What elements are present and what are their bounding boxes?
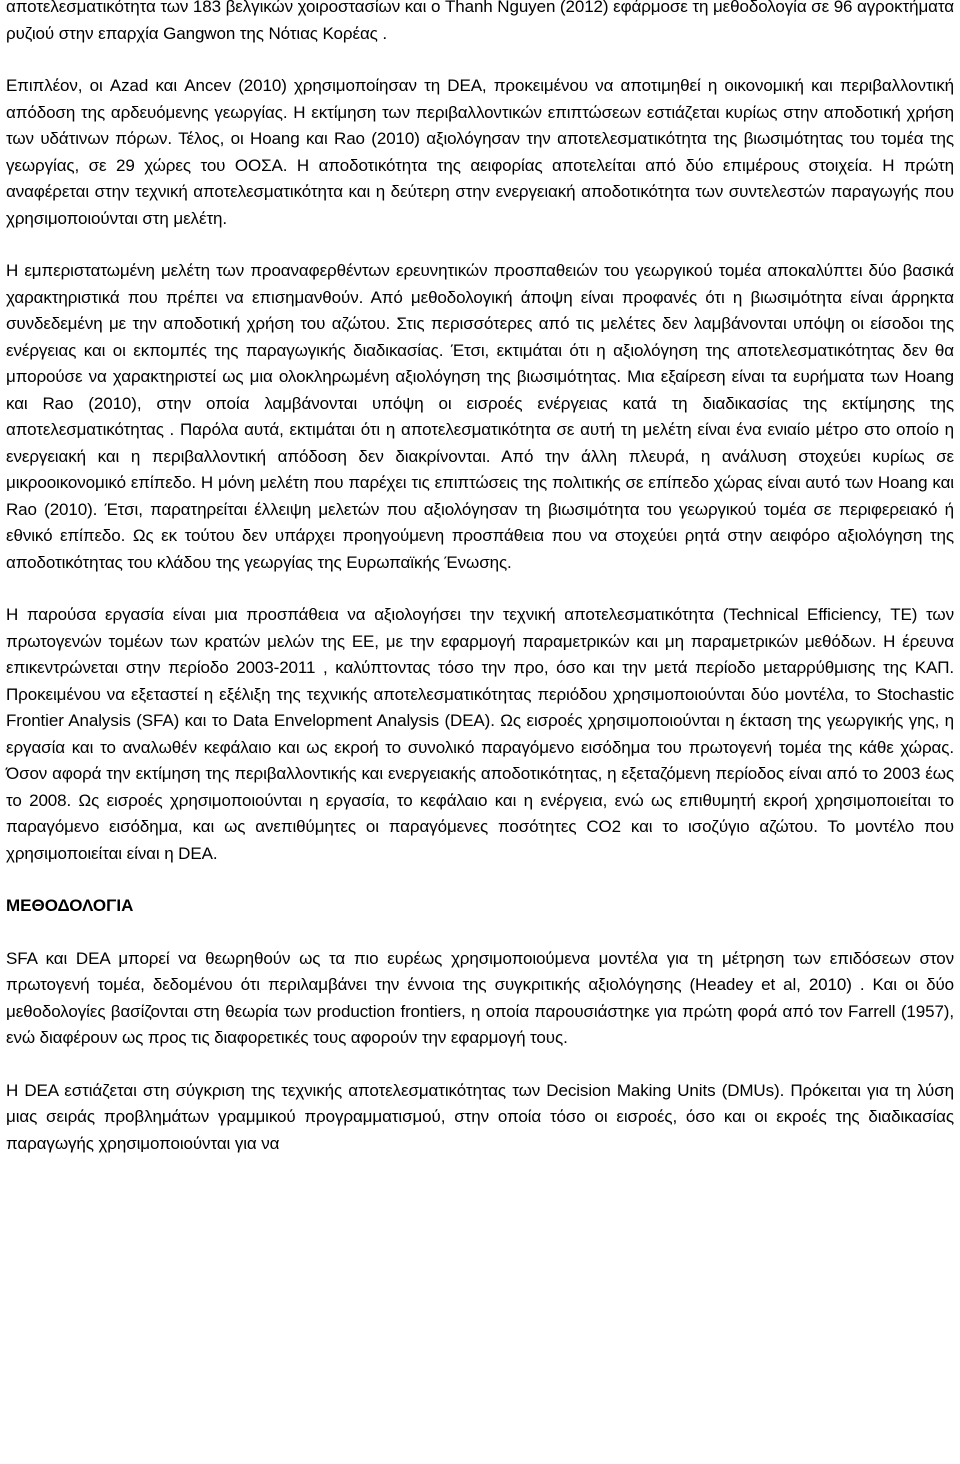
paragraph: Η παρούσα εργασία είναι μια προσπάθεια να αξιολογήσει την τεχνική αποτελεσματικότητα (Technical Efficiency, TE) των πρωτογενών τομέων των κρατών μελών της ΕΕ, με την εφαρμογή παραμετρικών και μη παραμετρικών μεθόδων. Η έρευνα επικεντρώνεται στην περίοδο 2003-2011 , καλύπτοντας τόσο την προ, όσο και την μετά περίοδο μεταρρύθμισης της ΚΑΠ. Προκειμένου να εξεταστεί η εξέλιξη της τεχνικής αποτελεσματικότητας περιόδου χρησιμοποιούνται δύο μοντέλα, το Stochastic Frontier Analysis (SFA) και το Data Envelopment Analysis (DEA). Ως εισροές χρησιμοποιούνται η έκταση της γεωργικής γης, η εργασία και το αναλωθέν κεφάλαιο και ως εκροή το συνολικό παραγόμενο εισόδημα του πρωτογενή τομέα της κάθε χώρας. Όσον αφορά την εκτίμηση της περιβαλλοντικής και ενεργειακής αποδοτικότητας, η εξεταζόμενη περίοδος είναι από το 2003 έως το 2008. Ως εισροές χρησιμοποιούνται η εργασία, το κεφάλαιο και η ενέργεια, ενώ ως επιθυμητή εκροή χρησιμοποιείται το παραγόμενο εισόδημα, και ως ανεπιθύμητες οι παραγόμενες ποσότητες CO2 και το ισοζύγιο αζώτου. Το μοντέλο που χρησιμοποιείται είναι η DEA. <box>6 605 954 863</box>
paragraph: Η εμπεριστατωμένη μελέτη των προαναφερθέντων ερευνητικών προσπαθειών του γεωργικού τομέα αποκαλύπτει δύο βασικά χαρακτηριστικά που πρέπει να επισημανθούν. Από μεθοδολογική άποψη είναι προφανές ότι η βιωσιμότητα είναι άρρηκτα συνδεδεμένη με την αποδοτική χρήση του αζώτου. Στις περισσότερες από τις μελέτες δεν λαμβάνονται υπόψη οι είσοδοι της ενέργειας και οι εκπομπές της παραγωγικής διαδικασίας. Έτσι, εκτιμάται ότι η αξιολόγηση της αποτελεσματικότητας δεν θα μπορούσε να χαρακτηριστεί ως μια ολοκληρωμένη αξιολόγηση της βιωσιμότητας. Μια εξαίρεση είναι τα ευρήματα των Hoang και Rao (2010), στην οποία λαμβάνονται υπόψη οι εισροές ενέργειας κατά τη διαδικασίας της εκτίμησης της αποτελεσματικότητας . Παρόλα αυτά, εκτιμάται ότι η αποτελεσματικότητα σε αυτή τη μελέτη είναι ένα ενιαίο μέτρο στο οποίο η ενεργειακή και η περιβαλλοντική απόδοση δεν διακρίνονται. Από την άλλη πλευρά, η ανάλυση στοχεύει κυρίως σε μικροοικονομικό επίπεδο. Η μόνη μελέτη που παρέχει τις επιπτώσεις της πολιτικής σε επίπεδο χώρας είναι αυτό των Hoang και Rao (2010). Έτσι, παρατηρείται έλλειψη μελετών που αξιολόγησαν τη βιωσιμότητα του γεωργικού τομέα σε περιφερειακό ή εθνικό επίπεδο. Ως εκ τούτου δεν υπάρχει προηγούμενη προσπάθεια που να στοχεύει ρητά στην αειφόρο αξιολόγηση της αποδοτικότητας του κλάδου της γεωργίας της Ευρωπαϊκής Ένωσης. <box>6 261 954 572</box>
paragraph: Η DEA εστιάζεται στη σύγκριση της τεχνικής αποτελεσματικότητας των Decision Making Units (DMUs). Πρόκειται για τη λύση μιας σειράς προβλημάτων γραμμικού προγραμματισμού, στην οποία τόσο οι εισροές, όσο και οι εκροές της διαδικασίας παραγωγής χρησιμοποιούνται για να <box>6 1080 954 1153</box>
paragraph: αποτελεσματικότητα των 183 βελγικών χοιροστασίων και ο Thanh Nguyen (2012) εφάρμοσε τη μεθοδολογία σε 96 αγροκτήματα ρυζιού στην επαρχία Gangwon της Νότιας Κορέας . <box>6 0 954 43</box>
paragraph: Επιπλέον, οι Azad και Ancev (2010) χρησιμοποίησαν τη DEA, προκειμένου να αποτιμηθεί η οικονομική και περιβαλλοντική απόδοση της αρδευόμενης γεωργίας. Η εκτίμηση των περιβαλλοντικών επιπτώσεων εστιάζεται κυρίως στην αποδοτική χρήση των υδάτινων πόρων. Τέλος, οι Hoang και Rao (2010) αξιολόγησαν την αποτελεσματικότητα της βιωσιμότητας του τομέα της γεωργίας, σε 29 χώρες του ΟΟΣΑ. Η αποδοτικότητα της αειφορίας αποτελείται από δύο επιμέρους στοιχεία. Η πρώτη αναφέρεται στην τεχνική αποτελεσματικότητα και η δεύτερη στην ενεργειακή αποδοτικότητα των συντελεστών παραγωγής που χρησιμοποιούνται στη μελέτη. <box>6 76 954 228</box>
paragraph: SFA και DEA μπορεί να θεωρηθούν ως τα πιο ευρέως χρησιμοποιούμενα μοντέλα για τη μέτρηση των επιδόσεων στον πρωτογενή τομέα, δεδομένου ότι περιλαμβάνει την έννοια της συγκριτικής αξιολόγησης (Headey et al, 2010) . Και οι δύο μεθοδολογίες βασίζονται στη θεωρία των production frontiers, η οποία παρουσιάστηκε για πρώτη φορά από τον Farrell (1957), ενώ διαφέρουν ως προς τις διαφορετικές τους αφορούν την εφαρμογή τους. <box>6 948 954 1047</box>
section-heading: ΜΕΘΟΔΟΛΟΓΙΑ <box>6 896 134 915</box>
document-page <box>6 0 954 1183</box>
